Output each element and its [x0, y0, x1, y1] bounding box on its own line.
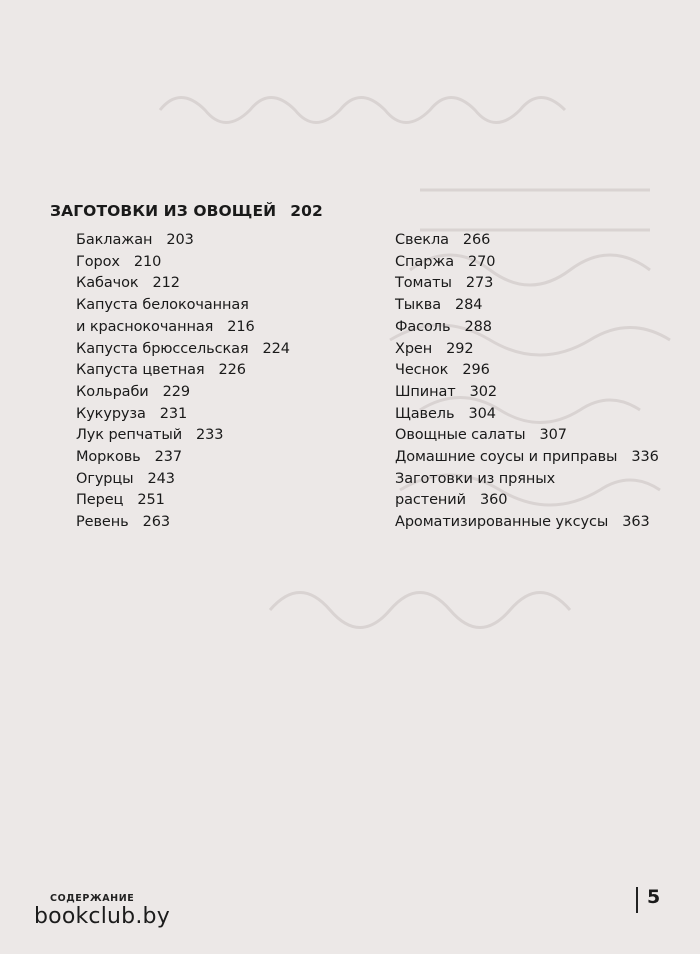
toc-entry-page: 226	[218, 362, 246, 379]
toc-entry-title-text: Хрен	[395, 340, 433, 357]
toc-entry-title	[395, 425, 659, 447]
toc-entry-title	[395, 490, 659, 512]
toc-entry	[76, 230, 290, 252]
toc-entry-page: 363	[622, 514, 650, 531]
section-heading	[50, 202, 323, 220]
toc-entry-page: 302	[469, 383, 498, 400]
toc-entry	[395, 512, 659, 534]
toc-entry-page: 292	[446, 340, 474, 357]
toc-entry-title	[76, 404, 290, 426]
toc-entry-title-text: Капуста цветная	[76, 362, 205, 379]
toc-column-right	[395, 230, 659, 534]
toc-entry-title	[395, 360, 659, 382]
toc-entry-title	[76, 425, 290, 447]
toc-entry-title-text: Томаты	[395, 275, 452, 292]
toc-entry-title-text: Ревень	[76, 514, 129, 531]
running-footer-label: СОДЕРЖАНИЕ	[50, 893, 135, 904]
toc-entry-title	[76, 490, 290, 512]
toc-entry-page: 231	[159, 405, 188, 422]
toc-entry-title-text: Фасоль	[395, 318, 451, 335]
toc-entry-title	[395, 273, 659, 295]
toc-entry-page: 336	[631, 449, 659, 466]
toc-entry-page: 212	[152, 275, 180, 292]
toc-entry-title-text: Свекла	[395, 232, 449, 248]
toc-entry-page: 304	[468, 405, 496, 422]
toc-entry-title	[395, 295, 659, 317]
toc-entry-page: 307	[539, 427, 567, 444]
toc-entry	[76, 273, 290, 295]
toc-entry	[76, 360, 290, 382]
toc-entry	[76, 425, 290, 447]
toc-entry-title-text: Ароматизированные уксусы	[395, 514, 609, 531]
toc-entry-title	[76, 512, 290, 534]
toc-entry	[395, 360, 659, 382]
toc-entry-title	[395, 447, 659, 469]
section-heading-title: ЗАГОТОВКИ ИЗ ОВОЩЕЙ	[50, 202, 277, 220]
toc-column-left	[76, 230, 290, 534]
toc-entry-page: 233	[196, 427, 224, 444]
toc-entry-page: 360	[479, 492, 508, 509]
toc-entry-title-text: Кабачок	[76, 275, 139, 292]
toc-entry	[395, 295, 659, 317]
toc-entry-title	[395, 382, 659, 404]
toc-entry-title	[76, 317, 290, 339]
toc-entry-title	[395, 512, 659, 534]
toc-entry-title	[76, 339, 290, 361]
page-number-rule	[636, 887, 638, 913]
toc-entry	[76, 252, 290, 274]
toc-entry-page: 224	[262, 340, 290, 357]
toc-entry-title: Капуста белокочанная	[76, 297, 249, 314]
toc-entry-title-text: Горох	[76, 253, 120, 270]
toc-entry-page: 229	[162, 383, 191, 400]
toc-entry-title-text: Шпинат	[395, 383, 456, 400]
toc-entry-title-text: Домашние соусы и приправы	[395, 449, 618, 466]
toc-entry-page: 237	[154, 449, 182, 466]
toc-entry-title-text: Спаржа	[395, 253, 455, 270]
toc-entry	[395, 230, 659, 252]
toc-entry	[76, 404, 290, 426]
section-heading-page: 202	[290, 202, 323, 220]
toc-entry-page: 273	[465, 275, 494, 292]
toc-entry-title-text: Морковь	[76, 449, 141, 466]
toc-entry-title	[76, 273, 290, 295]
toc-entry-title-text: растений	[395, 492, 466, 509]
toc-entry	[76, 490, 290, 512]
toc-entry-page: 296	[462, 362, 490, 379]
toc-entry-page: 210	[133, 253, 162, 270]
toc-entry	[76, 512, 290, 534]
toc-entry	[395, 447, 659, 469]
toc-entry-title-text: Тыква	[395, 297, 441, 314]
toc-entry-title	[395, 317, 659, 339]
toc-entry	[395, 339, 659, 361]
toc-entry-title-text: Щавель	[395, 405, 455, 422]
toc-entry	[395, 469, 659, 512]
toc-entry	[395, 252, 659, 274]
toc-entry	[395, 404, 659, 426]
watermark: bookclub.by	[34, 904, 170, 929]
toc-entry-title-text: Перец	[76, 492, 124, 509]
toc-entry-page: 243	[147, 470, 175, 487]
toc-entry-page: 284	[455, 297, 483, 314]
toc-entry-title-text: Овощные салаты	[395, 427, 526, 444]
toc-entry-title	[76, 360, 290, 382]
toc-entry-title-text: Кукуруза	[76, 405, 146, 422]
toc-entry	[76, 382, 290, 404]
toc-entry-title	[395, 230, 659, 252]
toc-entry-title-text: Огурцы	[76, 470, 134, 487]
toc-entry-page: 288	[464, 318, 492, 335]
toc-entry	[76, 295, 290, 338]
toc-entry-page: 270	[468, 253, 496, 270]
toc-entry-title-text: Капуста брюссельская	[76, 340, 249, 357]
toc-entry-title-text: и краснокочанная	[76, 318, 214, 335]
toc-entry-title-text: Кольраби	[76, 383, 149, 400]
toc-entry-page: 216	[227, 318, 255, 335]
toc-entry	[76, 469, 290, 491]
toc-entry-page: 203	[166, 232, 194, 248]
toc-entry	[395, 317, 659, 339]
toc-entry	[76, 447, 290, 469]
toc-entry	[395, 382, 659, 404]
toc-entry-title-text: Чеснок	[395, 362, 449, 379]
toc-entry-title	[395, 404, 659, 426]
toc-entry-page: 251	[137, 492, 165, 509]
toc-entry-title	[76, 447, 290, 469]
toc-entry-page: 266	[462, 232, 491, 248]
toc-entry-title	[76, 382, 290, 404]
toc-entry-title	[395, 252, 659, 274]
toc-entry	[76, 339, 290, 361]
toc-entry-title	[76, 252, 290, 274]
toc-entry-title-text: Баклажан	[76, 232, 153, 248]
toc-entry-title-text: Лук репчатый	[76, 427, 183, 444]
toc-entry-page: 263	[142, 514, 170, 531]
toc-entry-title	[395, 339, 659, 361]
toc-entry-title: Заготовки из пряных	[395, 470, 556, 487]
toc-entry-title	[76, 469, 290, 491]
toc-entry-title	[76, 230, 290, 252]
toc-entry	[395, 425, 659, 447]
page-number: 5	[647, 886, 661, 908]
toc-entry	[395, 273, 659, 295]
